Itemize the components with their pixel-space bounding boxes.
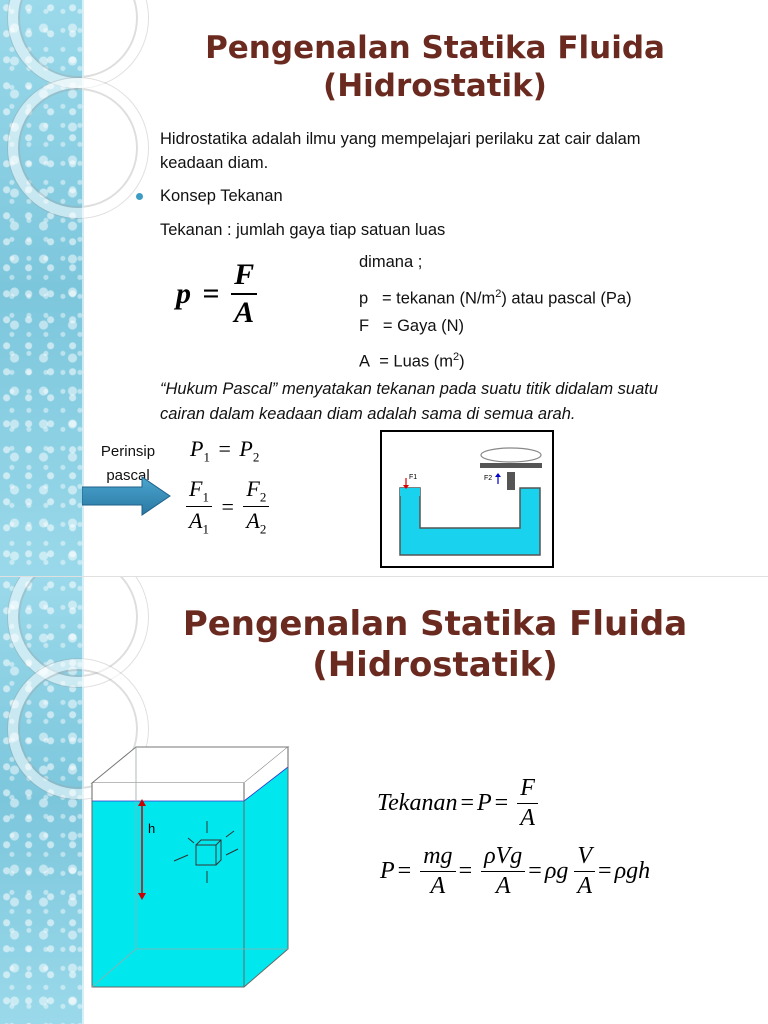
eq-equals: = <box>218 436 231 461</box>
slide-2 <box>0 576 768 1024</box>
eq-equals: = <box>494 790 509 816</box>
perinsip-line-2: pascal <box>106 467 150 484</box>
eq-sub: 1 <box>202 489 209 505</box>
eq-symbol: F <box>189 476 203 501</box>
hydraulic-press-diagram <box>380 430 554 568</box>
dimana-label: dimana ; <box>359 253 423 271</box>
def-symbol: F <box>359 317 370 335</box>
def-symbol: p <box>359 289 369 308</box>
def-row-p <box>359 282 632 311</box>
eq-sub: 2 <box>259 521 267 537</box>
bullet-konsep-tekanan: Konsep Tekanan <box>160 187 283 205</box>
eq-symbol: A <box>189 508 203 534</box>
title-line-2: (Hidrostatik) <box>312 645 558 686</box>
eq-symbol: P <box>380 858 395 884</box>
formula-denominator: A <box>234 296 255 329</box>
eq-denominator <box>186 507 212 537</box>
arrow-right-icon <box>82 476 172 516</box>
formula-numerator: F <box>231 258 257 295</box>
eq-sub: 2 <box>252 449 260 465</box>
eq-symbol: ρgh <box>614 858 651 884</box>
eq-symbol: Tekanan <box>377 790 458 816</box>
def-text: = Gaya (N) <box>382 317 465 335</box>
bullet-dot <box>136 193 143 200</box>
pascal-equation-2 <box>186 476 269 538</box>
height-label: h <box>148 821 156 836</box>
title-line-1: Pengenalan Statika Fluida <box>205 30 665 66</box>
def-text: ) <box>459 352 465 371</box>
label-f1: F1 <box>409 474 418 481</box>
eq-numerator: V <box>574 843 595 872</box>
eq-fraction <box>481 843 525 900</box>
def-symbol: A <box>359 352 371 371</box>
eq-symbol: A <box>246 508 260 534</box>
eq-equals: = <box>221 493 234 519</box>
eq-equals: = <box>528 858 542 884</box>
pascal-equation-1 <box>190 436 259 465</box>
pascal-law-line-1: “Hukum Pascal” menyatakan tekanan pada suatu titik didalam suatu <box>160 380 659 398</box>
pressure-formula <box>176 258 257 330</box>
eq-fraction <box>517 775 538 832</box>
def-text: ) atau pascal (Pa) <box>501 289 632 308</box>
eq-denominator: A <box>577 873 593 899</box>
eq-equals: = <box>460 790 474 816</box>
eq-numerator: ρVg <box>481 843 525 872</box>
def-text: = Luas (m <box>374 352 454 371</box>
eq-numerator <box>186 476 212 507</box>
eq-numerator: mg <box>420 843 455 872</box>
decorative-sidebar <box>0 0 84 576</box>
eq-denominator: A <box>520 805 535 831</box>
eq-denominator: A <box>495 873 511 899</box>
decorative-sidebar <box>0 577 84 1024</box>
title-line-2: (Hidrostatik) <box>323 67 547 104</box>
water-container-diagram <box>88 743 294 993</box>
eq-denominator <box>243 507 269 537</box>
def-text: = tekanan (N/m <box>381 289 496 308</box>
perinsip-line-1: Perinsip <box>100 443 156 460</box>
intro-line-1: Hidrostatika adalah ilmu yang mempelajari perilaku zat cair dalam <box>160 130 641 148</box>
eq-equals: = <box>397 858 412 884</box>
hydrostatic-pressure-formula <box>380 843 650 900</box>
eq-fraction <box>420 843 455 900</box>
eq-equals: = <box>458 858 473 884</box>
eq-sub: 1 <box>203 449 210 465</box>
eq-symbol: ρg <box>544 858 569 884</box>
pressure-definition-formula <box>377 775 538 832</box>
eq-symbol: F <box>246 476 260 501</box>
def-row-f <box>359 314 464 338</box>
def-sup: 2 <box>495 288 502 300</box>
title-line-1: Pengenalan Statika Fluida <box>182 604 688 644</box>
eq-fraction <box>243 476 269 538</box>
intro-line-2: keadaan diam. <box>160 154 269 172</box>
eq-numerator <box>243 476 269 507</box>
pascal-law-line-2: cairan dalam keadaan diam adalah sama di semua arah. <box>160 405 576 423</box>
eq-symbol: P <box>477 790 492 816</box>
eq-symbol: P <box>190 436 204 461</box>
eq-equals: = <box>598 858 612 884</box>
eq-denominator: A <box>430 873 446 899</box>
def-sup: 2 <box>453 351 460 363</box>
eq-sub: 1 <box>202 521 209 537</box>
eq-fraction <box>574 843 595 900</box>
slide-title <box>100 30 768 106</box>
tekanan-definition: Tekanan : jumlah gaya tiap satuan luas <box>160 221 446 239</box>
slide-title <box>100 604 768 687</box>
formula-fraction <box>231 258 257 330</box>
def-row-a <box>359 345 465 374</box>
formula-p: p <box>176 277 191 310</box>
eq-sub: 2 <box>259 489 267 505</box>
eq-symbol: P <box>239 436 253 461</box>
label-f2: F2 <box>484 475 493 482</box>
formula-equals: = <box>202 277 220 310</box>
eq-fraction <box>186 476 212 538</box>
eq-numerator: F <box>517 775 538 804</box>
